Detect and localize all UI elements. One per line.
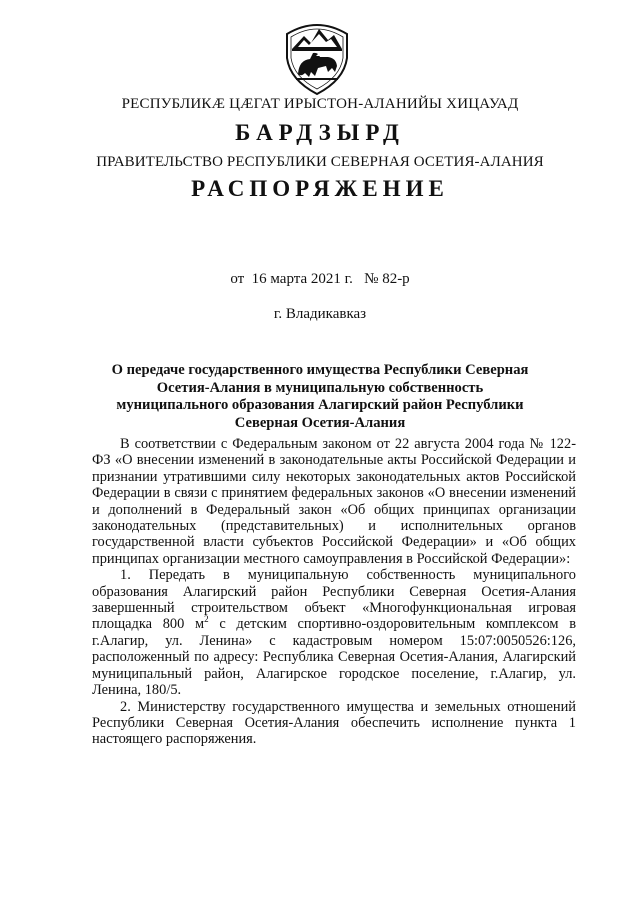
russian-government-title: ПРАВИТЕЛЬСТВО РЕСПУБЛИКИ СЕВЕРНАЯ ОСЕТИЯ-АЛАНИЯ [96,154,544,170]
russian-document-type: РАСПОРЯЖЕНИЕ [191,176,449,201]
item-2-paragraph: 2. Министерству государственного имущества и земельных отношений Республики Северная Осетия-Алания обеспечить исполнение пункта 1 настоящего распоряжения. [92,698,576,748]
document-subject: О передаче государственного имущества Республики Северная Осетия-Алания в муниципальную собственность муниципального образования Алагирский район Республики Северная Осетия-Алания [111,362,529,431]
document-body [92,436,576,748]
ossetian-document-type: БАРДЗЫРД [235,120,405,145]
preamble-paragraph: В соответствии с Федеральным законом от 22 августа 2004 года № 122-ФЗ «О внесении изменений в законодательные акты Российской Федерации и признании утратившими силу некоторых законодательных актов Российской Федерации в связи с принятием федеральных законов «О внесении изменений и дополнений в Федеральный закон «Об общих принципах организации законодательных (представительных) и исполнительных органов государственной власти субъектов Российской Федерации» и «Об общих принципах организации местного самоуправления в Российской Федерации»: [92,436,576,567]
item-1-superscript: 2 [204,614,209,625]
coat-of-arms-emblem [282,16,352,96]
ossetian-government-title: РЕСПУБЛИКӔ ЦӔГАТ ИРЫСТОН-АЛАНИЙЫ ХИЦАУАД [121,96,519,112]
document-date-number: от 16 марта 2021 г. № 82-р [230,271,410,287]
item-1-text-start: 1. Передать в муниципальную собственность муниципального образования Алагирский район Республики Северная Осетия-Алания завершенный строительством объект «Многофункциональная игровая площадка 800 м [92,567,576,633]
item-1-text-end: с детским спортивно-оздоровительным комплексом в г.Алагир, ул. Ленина» с кадастровым номером 15:07:0050526:126, расположенный по адресу: Республика Северная Осетия-Алания, Алагирский муниципальный район, Алагирское городское поселение, г.Алагир, ул. Ленина, 180/5. [92,616,576,699]
document-city: г. Владикавказ [273,306,367,322]
item-1-paragraph [92,567,576,698]
